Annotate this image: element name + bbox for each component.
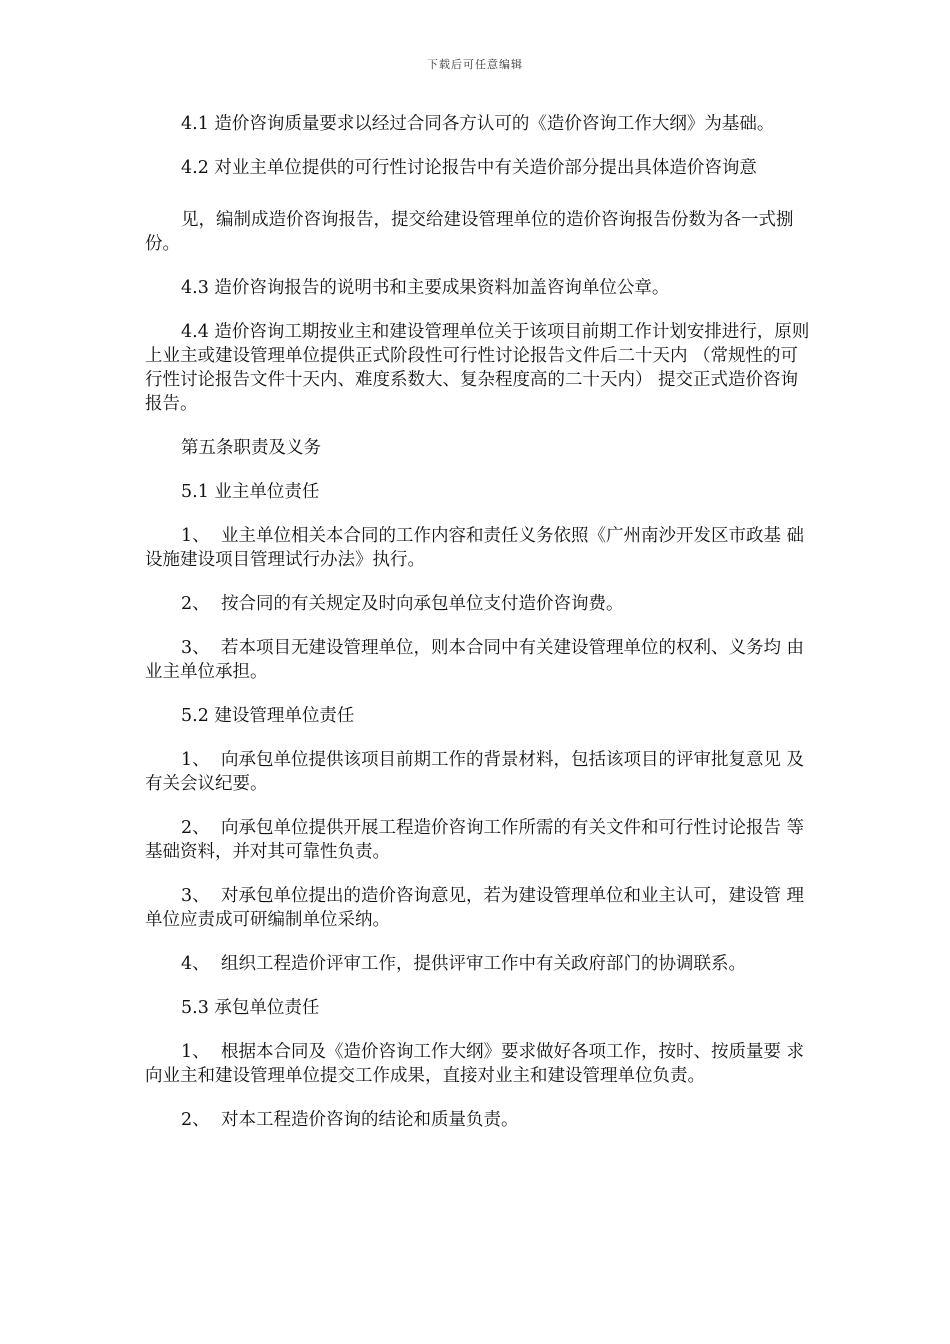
list-item-5-2-3 (145, 884, 810, 932)
item-number: 2、 (181, 594, 210, 614)
item-text: 对本工程造价咨询的结论和质量负责。 (221, 1110, 519, 1130)
paragraph-4-3: 4.3 造价咨询报告的说明书和主要成果资料加盖咨询单位公章。 (181, 278, 670, 298)
paragraph-4-4: 4.4 造价咨询工期按业主和建设管理单位关于该项目前期工作计划安排进行，原则上业主或建设管理单位提供正式阶段性可行性讨论报告文件后二十天内 （常规性的可行性讨论报告文件十天内、难度系数大、复杂程度高的二十天内） 提交正式造价咨询报告。 (145, 322, 810, 414)
list-item-5-2-1 (145, 748, 810, 796)
item-text: 组织工程造价评审工作，提供评审工作中有关政府部门的协调联系。 (221, 954, 746, 974)
item-number: 3、 (181, 638, 210, 658)
item-number: 1、 (181, 1042, 210, 1062)
item-text: 向承包单位提供开展工程造价咨询工作所需的有关文件和可行性讨论报告 等基础资料，并对其可靠性负责。 (145, 818, 805, 862)
section-5-3-heading: 5.3 承包单位责任 (181, 998, 320, 1018)
paragraph-4-2-cont: 见，编制成造价咨询报告，提交给建设管理单位的造价咨询报告份数为各一式捌 份。 (145, 210, 800, 254)
list-item-5-3-1 (145, 1040, 810, 1088)
item-text: 业主单位相关本合同的工作内容和责任义务依照《广州南沙开发区市政基 础设施建设项目管理试行办法》执行。 (145, 526, 805, 570)
article-5-heading: 第五条职责及义务 (181, 438, 321, 458)
list-item-5-2-4 (145, 952, 810, 976)
list-item-5-1-1 (145, 524, 810, 572)
item-number: 1、 (181, 750, 210, 770)
paragraph-4-1: 4.1 造价咨询质量要求以经过合同各方认可的《造价咨询工作大纲》为基础。 (181, 114, 775, 134)
item-number: 2、 (181, 818, 210, 838)
list-item-5-1-3 (145, 636, 810, 684)
item-text: 对承包单位提出的造价咨询意见，若为建设管理单位和业主认可，建设管 理单位应责成可研编制单位采纳。 (145, 886, 805, 930)
item-number: 4、 (181, 954, 210, 974)
item-text: 按合同的有关规定及时向承包单位支付造价咨询费。 (221, 594, 624, 614)
item-text: 向承包单位提供该项目前期工作的背景材料，包括该项目的评审批复意见 及有关会议纪要。 (145, 750, 805, 794)
item-number: 2、 (181, 1110, 210, 1130)
list-item-5-2-2 (145, 816, 810, 864)
item-text: 根据本合同及《造价咨询工作大纲》要求做好各项工作，按时、按质量要 求向业主和建设管理单位提交工作成果，直接对业主和建设管理单位负责。 (145, 1042, 805, 1086)
list-item-5-1-2 (145, 592, 810, 616)
paragraph-4-2: 4.2 对业主单位提供的可行性讨论报告中有关造价部分提出具体造价咨询意 (181, 158, 757, 178)
document-body (145, 112, 810, 1152)
page-header: 下载后可任意编辑 (427, 58, 523, 71)
item-number: 1、 (181, 526, 210, 546)
section-5-1-heading: 5.1 业主单位责任 (181, 482, 320, 502)
section-5-2-heading: 5.2 建设管理单位责任 (181, 706, 355, 726)
item-number: 3、 (181, 886, 210, 906)
list-item-5-3-2 (145, 1108, 810, 1132)
item-text: 若本项目无建设管理单位，则本合同中有关建设管理单位的权利、义务均 由业主单位承担。 (145, 638, 805, 682)
